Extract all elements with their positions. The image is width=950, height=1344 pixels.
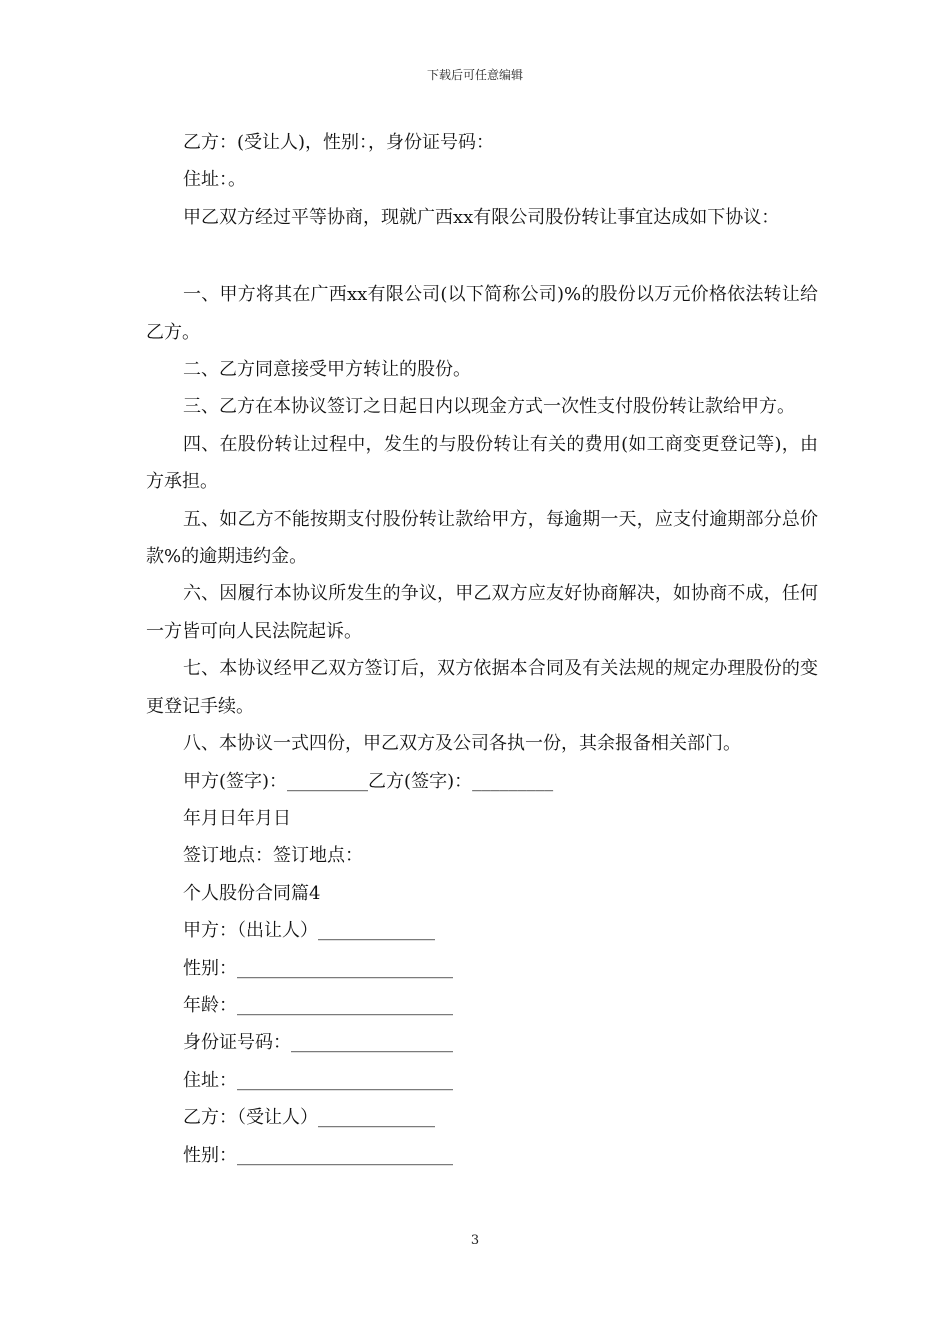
id-number-field: 身份证号码：__________________	[183, 1032, 453, 1054]
party-b-gender-field: 性别：________________________	[183, 1144, 453, 1166]
signature-line: 甲方(签字)：_________乙方(签字)：_________	[183, 770, 554, 792]
clause-2: 二、乙方同意接受甲方转让的股份。	[183, 359, 471, 381]
clause-1: 一、甲方将其在广西xx有限公司(以下简称公司)%的股份以万元价格依法转让给乙方。	[146, 284, 818, 343]
address-line: 住址：。	[183, 169, 246, 191]
date-line: 年月日年月日	[183, 807, 291, 829]
gender-field: 性别：________________________	[183, 957, 453, 979]
agreement-intro: 甲乙双方经过平等协商，现就广西xx有限公司股份转让事宜达成如下协议：	[183, 206, 780, 228]
party-b-line: 乙方：(受让人)，性别：，身份证号码：	[183, 132, 495, 153]
party-b-field: 乙方：（受让人）_____________	[183, 1107, 435, 1129]
address-field: 住址：________________________	[183, 1069, 453, 1091]
clause-6: 六、因履行本协议所发生的争议，甲乙双方应友好协商解决，如协商不成，任何一方皆可向人民法院起诉。	[146, 583, 818, 642]
section-title: 个人股份合同篇4	[183, 882, 321, 904]
clause-3: 三、乙方在本协议签订之日起日内以现金方式一次性支付股份转让款给甲方。	[183, 396, 795, 418]
signing-place-line: 签订地点：签订地点：	[183, 845, 363, 867]
clause-7: 七、本协议经甲乙双方签订后，双方依据本合同及有关法规的规定办理股份的变更登记手续。	[146, 658, 818, 717]
page-header: 下载后可任意编辑	[426, 68, 523, 82]
clause-4: 四、在股份转让过程中，发生的与股份转让有关的费用(如工商变更登记等)，由方承担。	[146, 433, 818, 493]
page-number: 3	[470, 1233, 480, 1248]
blank-gap	[146, 236, 818, 276]
age-field: 年龄：________________________	[183, 994, 453, 1016]
clause-8: 八、本协议一式四份，甲乙双方及公司各执一份，其余报备相关部门。	[183, 733, 741, 755]
document-body	[146, 124, 818, 1174]
clause-5: 五、如乙方不能按期支付股份转让款给甲方，每逾期一天，应支付逾期部分总价款%的逾期违约金。	[146, 508, 818, 568]
party-a-field: 甲方：（出让人）_____________	[183, 920, 435, 942]
